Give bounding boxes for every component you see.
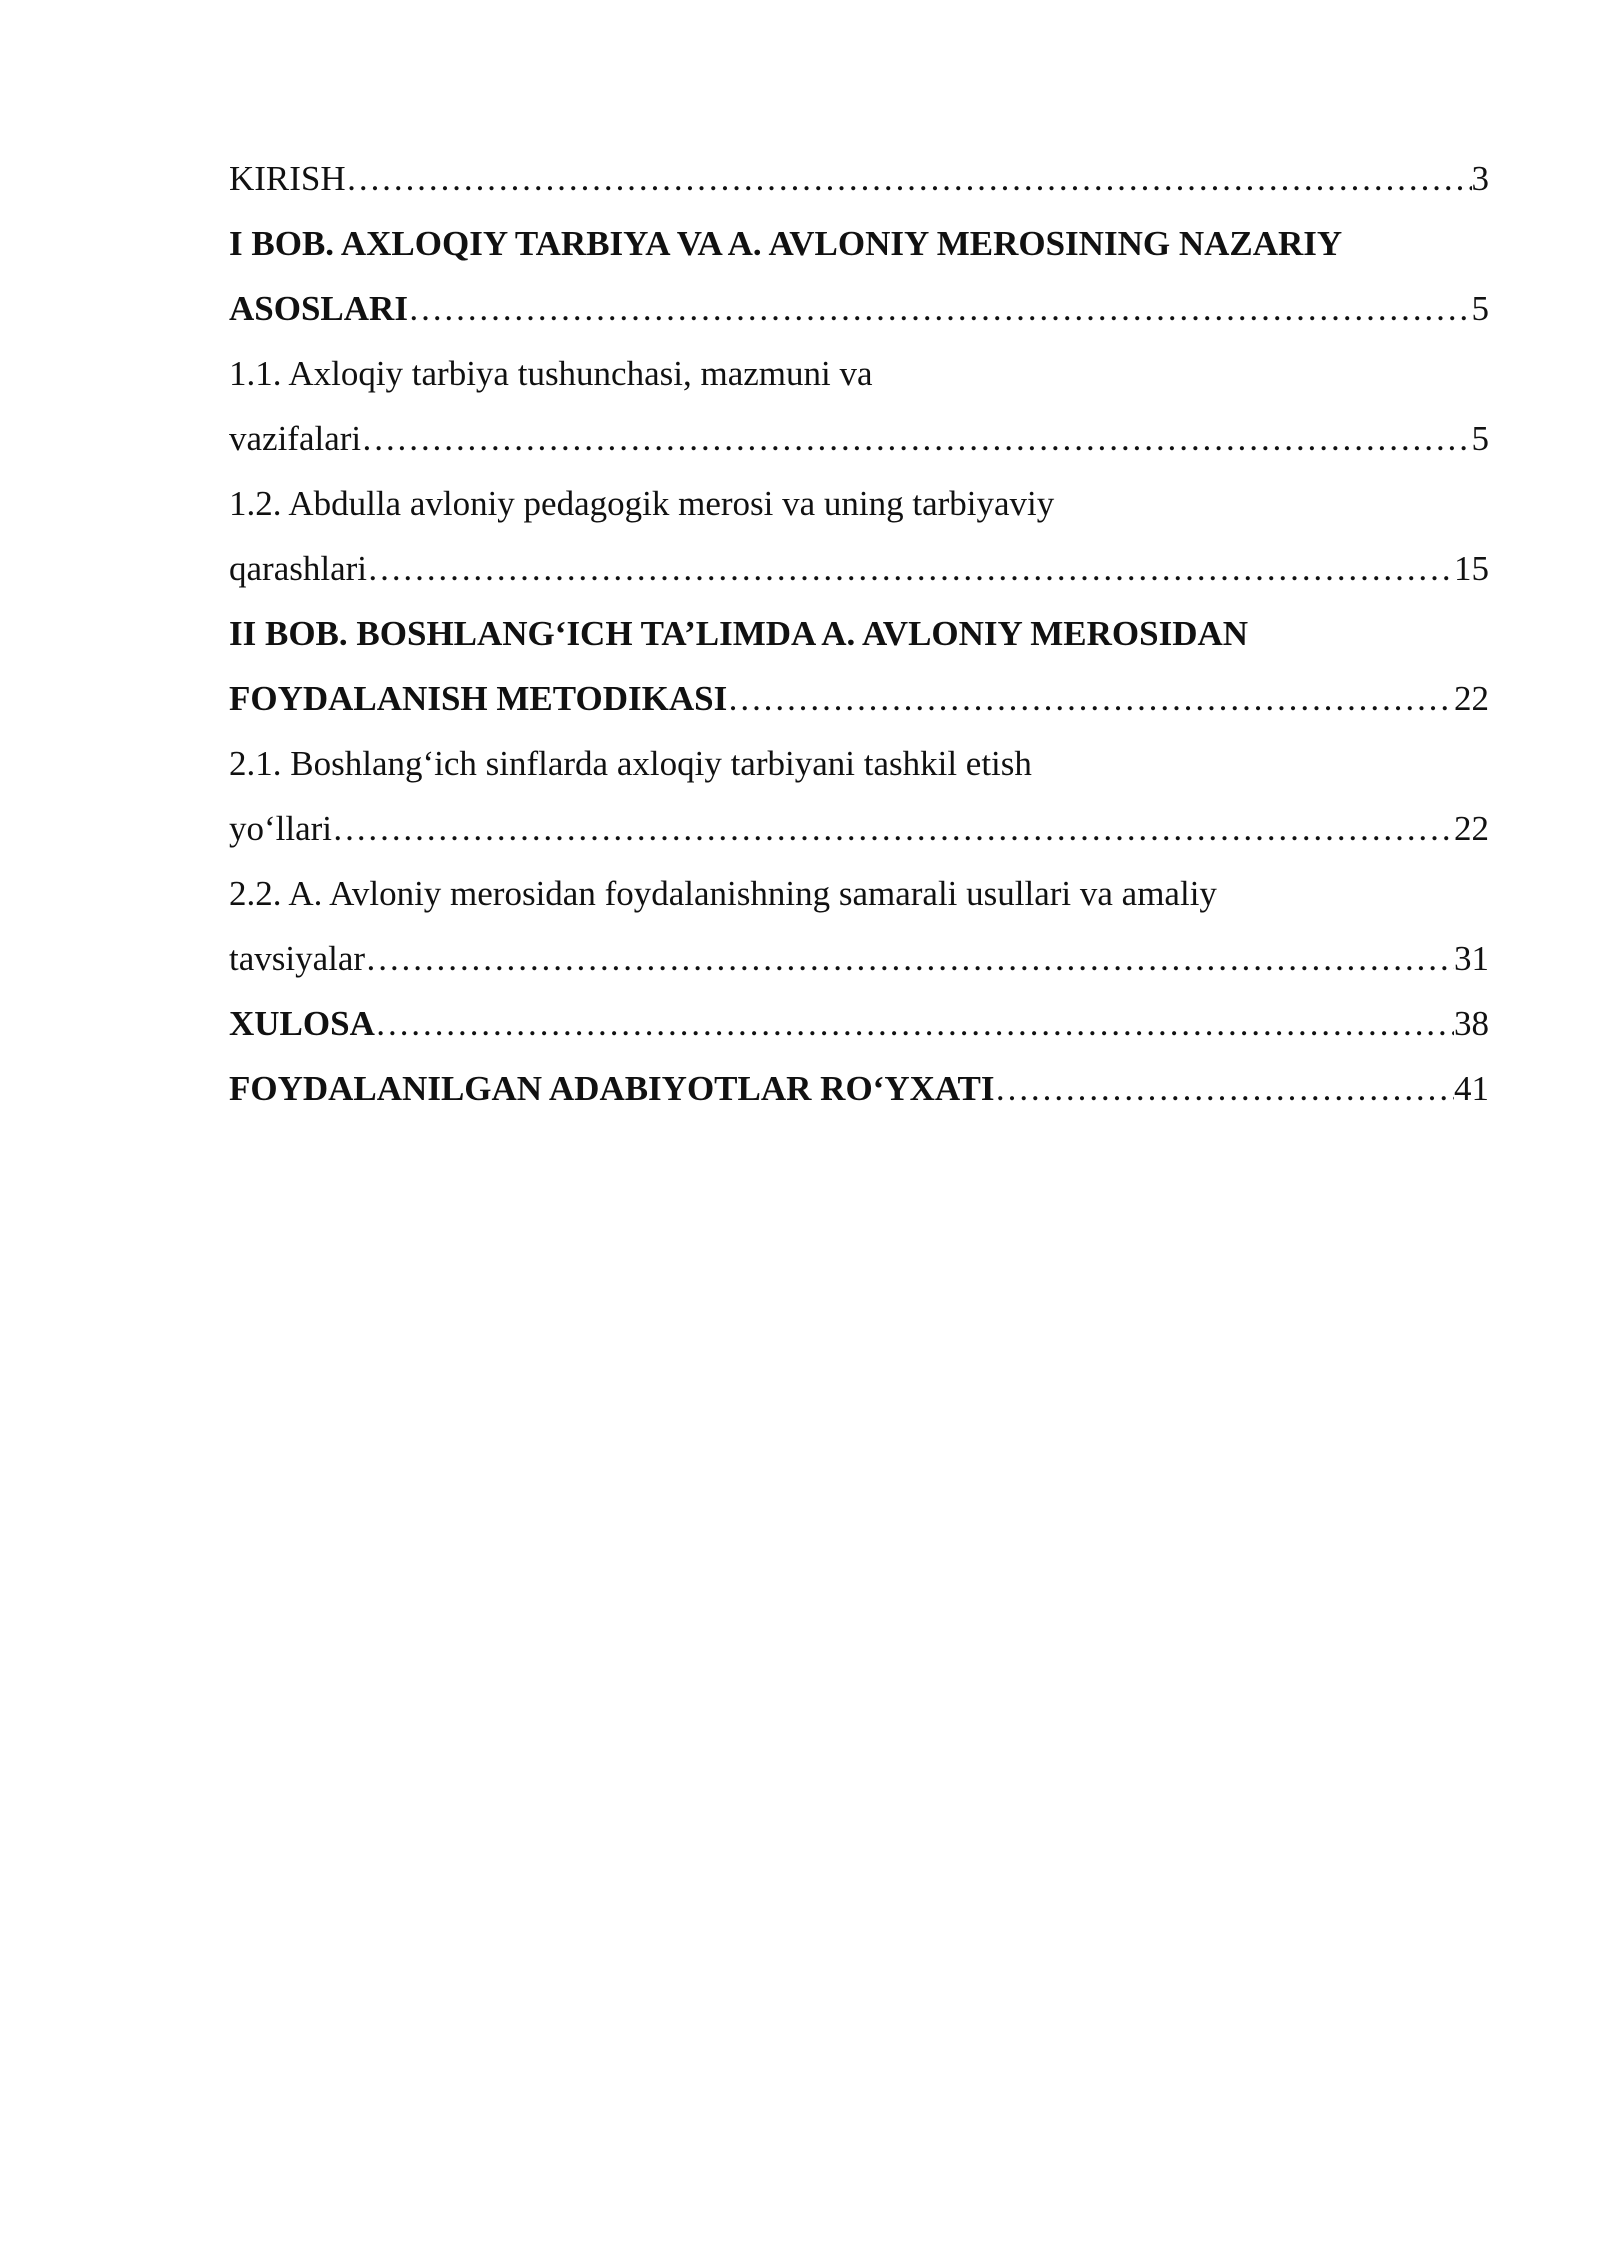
toc-entry-title-continuation: yo‘llari — [229, 809, 333, 848]
table-of-contents — [229, 146, 1489, 1121]
toc-entry-section-2-1-line-1[interactable] — [229, 731, 1489, 796]
toc-entry-chapter-1-line-2[interactable] — [229, 276, 1489, 341]
toc-entry-chapter-2-line-2[interactable] — [229, 666, 1489, 731]
toc-entry-title-continuation: qarashlari — [229, 549, 367, 588]
toc-entry-title: 2.1. Boshlang‘ich sinflarda axloqiy tarbiyani tashkil etish — [229, 744, 1032, 783]
toc-page-number: 38 — [1454, 1004, 1489, 1043]
toc-entry-title: KIRISH — [229, 159, 346, 198]
toc-entry-title-continuation: ASOSLARI — [229, 289, 408, 328]
toc-entry-chapter-2-line-1[interactable] — [229, 601, 1489, 666]
dot-leader — [727, 666, 1454, 731]
toc-page-number: 31 — [1454, 939, 1489, 978]
toc-page-number: 5 — [1471, 419, 1489, 458]
dot-leader — [365, 926, 1454, 991]
toc-entry-title-continuation: FOYDALANISH METODIKASI — [229, 679, 728, 718]
toc-entry-section-2-2-line-2[interactable] — [229, 926, 1489, 991]
toc-entry-title-continuation: tavsiyalar — [229, 939, 366, 978]
toc-entry-title: II BOB. BOSHLANG‘ICH TA’LIMDA A. AVLONIY MEROSIDAN — [229, 614, 1249, 653]
dot-leader — [375, 991, 1454, 1056]
toc-entry-title: FOYDALANILGAN ADABIYOTLAR RO‘YXATI — [229, 1069, 995, 1108]
toc-entry-kirish[interactable] — [229, 146, 1489, 211]
toc-page-number: 5 — [1471, 289, 1489, 328]
dot-leader — [408, 276, 1472, 341]
dot-leader — [332, 796, 1454, 861]
toc-entry-title-continuation: vazifalari — [229, 419, 362, 458]
toc-entry-section-1-2-line-1[interactable] — [229, 471, 1489, 536]
toc-entry-title: 1.1. Axloqiy tarbiya tushunchasi, mazmuni va — [229, 354, 873, 393]
toc-page-number: 41 — [1454, 1069, 1489, 1108]
toc-entry-title: XULOSA — [229, 1004, 375, 1043]
dot-leader — [367, 536, 1454, 601]
dot-leader — [346, 146, 1472, 211]
toc-entry-chapter-1-line-1[interactable] — [229, 211, 1489, 276]
toc-page-number: 22 — [1454, 809, 1489, 848]
toc-page-number: 3 — [1471, 159, 1489, 198]
toc-page-number: 22 — [1454, 679, 1489, 718]
dot-leader — [361, 406, 1471, 471]
toc-page-number: 15 — [1454, 549, 1489, 588]
toc-entry-title: I BOB. AXLOQIY TARBIYA VA A. AVLONIY MEROSINING NAZARIY — [229, 224, 1343, 263]
toc-entry-section-1-1-line-2[interactable] — [229, 406, 1489, 471]
toc-entry-section-2-2-line-1[interactable] — [229, 861, 1489, 926]
toc-entry-references[interactable] — [229, 1056, 1489, 1121]
toc-entry-section-1-2-line-2[interactable] — [229, 536, 1489, 601]
toc-entry-xulosa[interactable] — [229, 991, 1489, 1056]
toc-entry-section-2-1-line-2[interactable] — [229, 796, 1489, 861]
toc-entry-title: 2.2. A. Avloniy merosidan foydalanishning samarali usullari va amaliy — [229, 874, 1217, 913]
toc-entry-title: 1.2. Abdulla avloniy pedagogik merosi va uning tarbiyaviy — [229, 484, 1055, 523]
toc-entry-section-1-1-line-1[interactable] — [229, 341, 1489, 406]
dot-leader — [995, 1056, 1454, 1121]
